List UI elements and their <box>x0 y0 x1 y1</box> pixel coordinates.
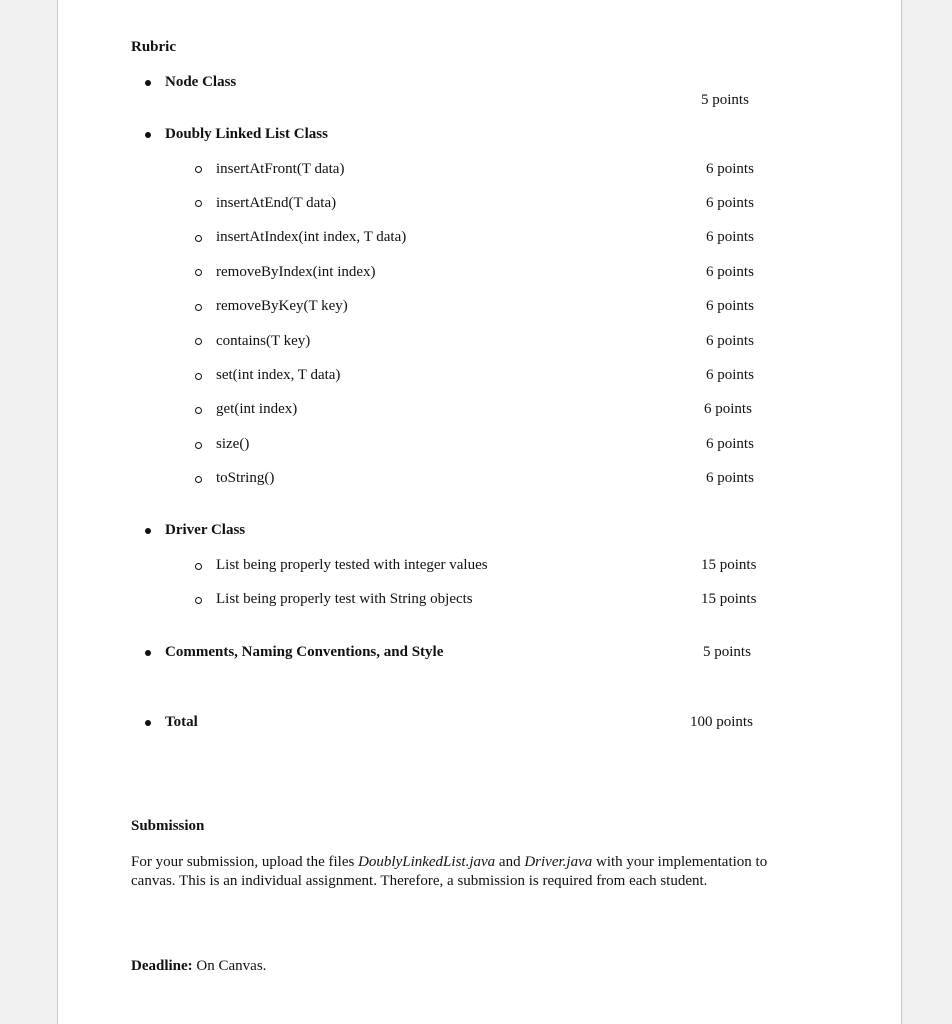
deadline-line <box>131 958 266 975</box>
bullet-circle <box>195 235 202 242</box>
file-name-doublylinkedlist: DoublyLinkedList.java <box>358 854 496 870</box>
bullet-circle <box>195 442 202 449</box>
submission-heading: Submission <box>131 818 205 834</box>
method-label: insertAtIndex(int index, T data) <box>216 229 407 245</box>
method-label: get(int index) <box>216 401 298 417</box>
deadline-label: Deadline: <box>131 958 193 974</box>
method-points: 6 points <box>706 333 754 349</box>
driver-item-label: List being properly tested with integer values <box>216 557 488 573</box>
method-label: insertAtEnd(T data) <box>216 195 337 211</box>
method-label: toString() <box>216 470 275 486</box>
bullet-dot <box>145 80 151 86</box>
method-points: 6 points <box>706 298 754 314</box>
submission-text-2: and <box>495 854 525 870</box>
comments-points: 5 points <box>703 644 751 660</box>
method-points: 6 points <box>706 367 754 383</box>
bullet-circle <box>195 476 202 483</box>
bullet-dot <box>145 650 151 656</box>
node-class-points: 5 points <box>701 92 749 108</box>
total-points: 100 points <box>690 714 753 730</box>
method-points: 6 points <box>706 264 754 280</box>
dll-class-label: Doubly Linked List Class <box>165 126 328 142</box>
bullet-circle <box>195 166 202 173</box>
file-name-driver: Driver.java <box>524 854 593 870</box>
driver-item-label: List being properly test with String objects <box>216 591 473 607</box>
method-label: removeByKey(T key) <box>216 298 348 314</box>
method-points: 6 points <box>706 229 754 245</box>
document-page <box>57 0 902 1024</box>
method-points: 6 points <box>706 436 754 452</box>
method-label: contains(T key) <box>216 333 311 349</box>
deadline-value: On Canvas. <box>196 958 267 974</box>
method-points: 6 points <box>706 161 754 177</box>
bullet-dot <box>145 132 151 138</box>
bullet-circle <box>195 338 202 345</box>
bullet-circle <box>195 200 202 207</box>
method-points: 6 points <box>706 470 754 486</box>
rubric-heading: Rubric <box>131 39 176 55</box>
driver-class-label: Driver Class <box>165 522 246 538</box>
comments-label: Comments, Naming Conventions, and Style <box>165 644 444 660</box>
driver-item-points: 15 points <box>701 557 757 573</box>
bullet-circle <box>195 269 202 276</box>
method-label: size() <box>216 436 250 452</box>
method-points: 6 points <box>704 401 752 417</box>
total-label: Total <box>165 714 198 730</box>
bullet-dot <box>145 528 151 534</box>
submission-text-3: with your implementation to canvas. This is an individual assignment. Therefore, a submission is required from each student. <box>131 854 768 889</box>
method-points: 6 points <box>706 195 754 211</box>
driver-item-points: 15 points <box>701 591 757 607</box>
method-label: set(int index, T data) <box>216 367 341 383</box>
bullet-circle <box>195 373 202 380</box>
bullet-circle <box>195 563 202 570</box>
bullet-circle <box>195 597 202 604</box>
submission-text-1: For your submission, upload the files <box>131 854 359 870</box>
submission-paragraph <box>131 853 811 891</box>
bullet-circle <box>195 407 202 414</box>
bullet-dot <box>145 720 151 726</box>
method-label: removeByIndex(int index) <box>216 264 376 280</box>
node-class-label: Node Class <box>165 74 237 90</box>
bullet-circle <box>195 304 202 311</box>
method-label: insertAtFront(T data) <box>216 161 345 177</box>
